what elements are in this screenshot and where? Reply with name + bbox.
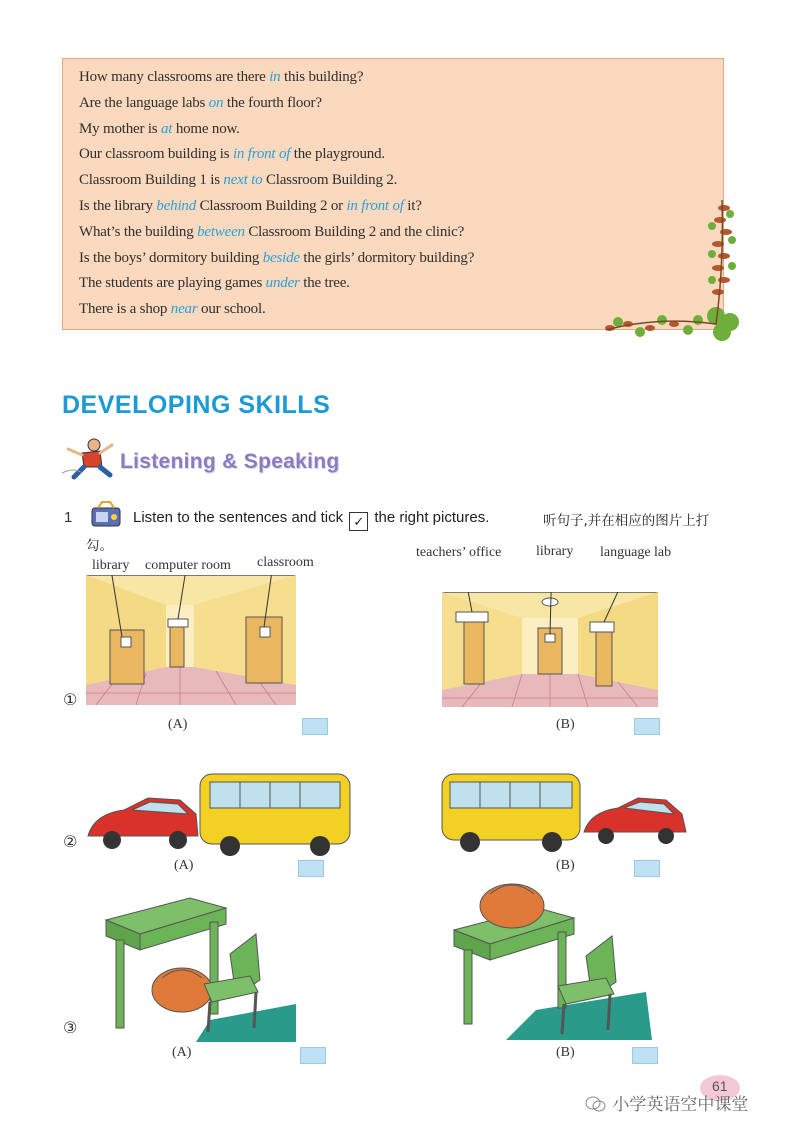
example-sentence: How many classrooms are there in this building? xyxy=(79,69,364,85)
callout-label: library xyxy=(92,558,130,573)
section-subtitle: Listening & Speaking xyxy=(120,450,340,473)
option-label: (A) xyxy=(168,717,188,732)
answer-box[interactable] xyxy=(300,1047,326,1064)
answer-box[interactable] xyxy=(634,718,660,735)
wechat-icon xyxy=(585,1096,607,1112)
example-sentence: My mother is at home now. xyxy=(79,120,240,137)
page-number: 61 xyxy=(712,1078,728,1094)
item-marker: ② xyxy=(63,832,78,851)
callout-label: computer room xyxy=(145,558,231,573)
callout-label: library xyxy=(536,544,574,559)
option-label: (B) xyxy=(556,858,575,873)
answer-box[interactable] xyxy=(302,718,328,735)
corridor-picture-a xyxy=(86,575,296,705)
corridor-picture-b xyxy=(442,592,658,707)
callout-label: teachers’ office xyxy=(416,545,502,560)
watermark-text: 小学英语空中课堂 xyxy=(612,1095,749,1115)
item-marker: ① xyxy=(63,690,78,709)
example-sentence: Are the language labs on the fourth floor? xyxy=(79,94,322,111)
preposition-keyword: under xyxy=(265,275,300,292)
option-label: (A) xyxy=(172,1045,192,1060)
preposition-keyword: next to xyxy=(223,172,263,189)
bag-on-desk-picture-b xyxy=(446,880,656,1040)
preposition-keyword: in front of xyxy=(232,146,291,163)
bus-beside-car-picture-b xyxy=(440,770,692,860)
preposition-keyword: between xyxy=(197,223,245,240)
example-sentence: Is the library behind Classroom Building 2 or in front of it? xyxy=(79,197,422,214)
preposition-keyword: near xyxy=(170,301,198,318)
option-label: (B) xyxy=(556,717,575,732)
callout-label: language lab xyxy=(600,545,672,560)
example-sentence: The students are playing games under the tree. xyxy=(79,275,350,292)
option-label: (B) xyxy=(556,1045,575,1060)
watermark xyxy=(585,1090,748,1115)
bag-under-desk-picture-a xyxy=(100,892,300,1042)
item-marker: ③ xyxy=(63,1018,78,1037)
preposition-keyword: behind xyxy=(156,197,197,214)
option-label: (A) xyxy=(174,858,194,873)
tick-box-icon: ✓ xyxy=(349,512,368,531)
example-sentence: There is a shop near our school. xyxy=(79,301,266,318)
answer-box[interactable] xyxy=(298,860,324,877)
answer-box[interactable] xyxy=(634,860,660,877)
example-sentence: Our classroom building is in front of the playground. xyxy=(79,146,385,163)
callout-label: classroom xyxy=(257,555,314,570)
preposition-keyword: at xyxy=(160,120,173,137)
exercise-number: 1 xyxy=(64,509,73,526)
answer-box[interactable] xyxy=(632,1047,658,1064)
example-sentence: Is the boys’ dormitory building beside the girls’ dormitory building? xyxy=(79,249,475,266)
example-sentence: Classroom Building 1 is next to Classroom Building 2. xyxy=(79,172,398,189)
preposition-keyword: in xyxy=(269,69,281,85)
preposition-keyword: on xyxy=(208,94,224,111)
car-beside-bus-picture-a xyxy=(84,770,356,860)
cassette-player-icon xyxy=(88,500,126,530)
instruction-chinese-cont: 勾。 xyxy=(86,538,113,554)
section-title: DEVELOPING SKILLS xyxy=(62,391,331,419)
instruction-chinese: 听句子,并在相应的图片上打 xyxy=(543,513,710,529)
running-boy-icon xyxy=(60,437,114,483)
preposition-keyword: beside xyxy=(262,249,300,266)
example-sentence: What’s the building between Classroom Building 2 and the clinic? xyxy=(79,223,465,240)
clover-vine-decoration xyxy=(598,196,748,346)
instruction-text: Listen to the sentences and tick ✓ the right pictures. xyxy=(133,509,490,529)
preposition-keyword: in front of xyxy=(346,197,404,214)
